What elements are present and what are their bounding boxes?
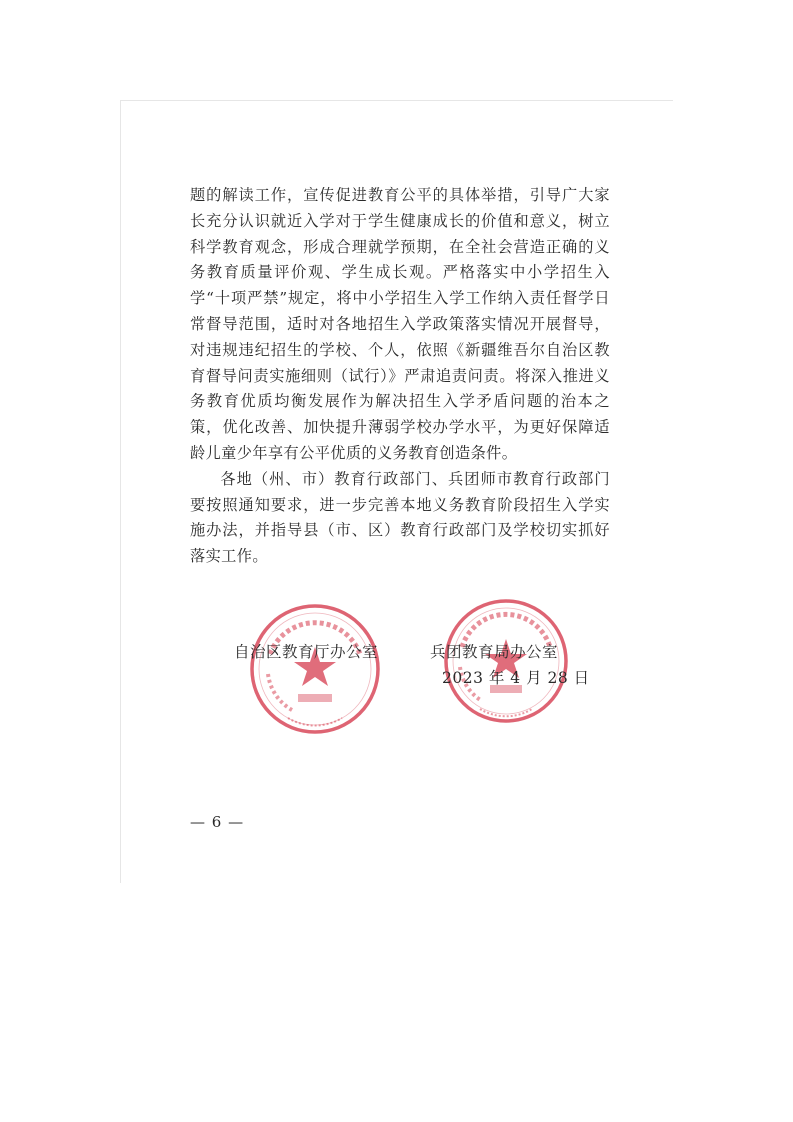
- paragraph-continuation: 题的解读工作，宣传促进教育公平的具体举措，引导广大家长充分认识就近入学对于学生健康成长的价值和意义，树立科学教育观念，形成合理就学预期，在全社会营造正确的义务教育质量评价观、学生成长观。严格落实中小学招生入学“十项严禁”规定，将中小学招生入学工作纳入责任督学日常督导范围，适时对各地招生入学政策落实情况开展督导，对违规违纪招生的学校、个人，依照《新疆维吾尔自治区教育督导问责实施细则（试行）》严肃追责问责。将深入推进义务教育优质均衡发展作为解决招生入学矛盾问题的治本之策，优化改善、加快提升薄弱学校办学水平，为更好保障适龄儿童少年享有公平优质的义务教育创造条件。: [190, 186, 610, 462]
- signature-left: 自治区教育厅办公室: [234, 643, 379, 661]
- signature-right: 兵团教育局办公室: [430, 643, 559, 661]
- document-body: [190, 183, 610, 570]
- signature-date: 2023 年 4 月 28 日: [442, 669, 590, 687]
- official-seal-left: [248, 602, 382, 736]
- paragraph-instruction: 各地（州、市）教育行政部门、兵团师市教育行政部门要按照通知要求，进一步完善本地义务教育阶段招生入学实施办法，并指导县（市、区）教育行政部门及学校切实抓好落实工作。: [190, 469, 610, 566]
- page-number: — 6 —: [190, 813, 245, 831]
